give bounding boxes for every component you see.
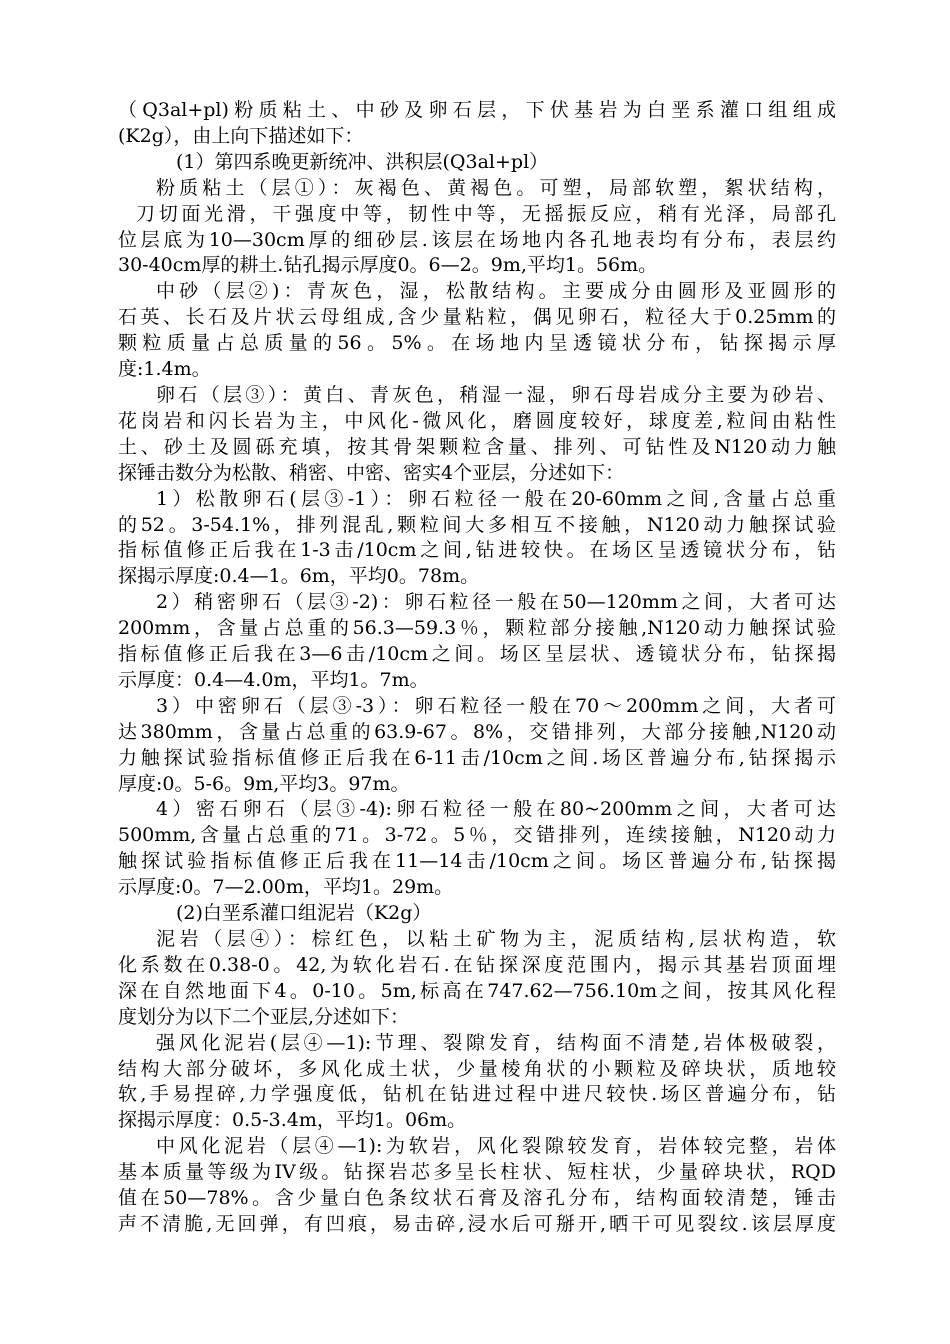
text-line: 中风化泥岩（层④—1):为软岩，风化裂隙较发育，岩体较完整，岩体 [156, 1135, 836, 1158]
text-line: 花岗岩和闪长岩为主，中风化-微风化，磨圆度较好，球度差,粒间由粘性 [118, 409, 836, 432]
text-line: 指标值修正后我在1-3击/10cm之间,钻进较快。在场区呈透镜状分布，钻 [118, 539, 836, 562]
paragraph-mudstone [118, 927, 836, 1031]
text-line: （Q3al+pl)粉质粘土、中砂及卵石层，下伏基岩为白垩系灌口组组成 [118, 99, 836, 121]
text-line: 深在自然地面下4。0-10。5m,标高在747.62—756.10m之间，按其风化程 [118, 979, 836, 1002]
text-line: 声不清脆,无回弹，有凹痕，易击碎,浸水后可掰开,晒干可见裂纹.该层厚度 [118, 1212, 836, 1235]
text-line: 度划分为以下二个亚层,分述如下： [118, 1005, 410, 1028]
text-line: 触探试验指标值修正后我在11—14击/10cm之间。场区普遍分布,钻探揭 [118, 850, 836, 873]
heading-cretaceous [118, 901, 836, 927]
text-line: 力触探试验指标值修正后我在6-11击/10cm之间.场区普遍分布,钻探揭示 [118, 746, 836, 769]
paragraph-dense-pebble [118, 797, 836, 901]
text-line: 探揭示厚度:0.4—1。6m，平均0。78m。 [118, 565, 480, 588]
text-line: 2）稍密卵石（层③-2)：卵石粒径一般在50—120mm之间，大者可达 [156, 591, 836, 614]
text-line: 探锤击数分为松散、稍密、中密、密实4个亚层，分述如下： [118, 461, 625, 484]
text-line: 30-40cm厚的耕土.钻孔揭示厚度0。6—2。9m,平均1。56m。 [118, 254, 658, 277]
text-line: 粉质粘土（层①）：灰褐色、黄褐色。可塑，局部软塑，絮状结构， [156, 176, 836, 199]
paragraph-pebble [118, 383, 836, 487]
text-line: 卵石（层③）：黄白、青灰色，稍湿一湿，卵石母岩成分主要为砂岩、 [156, 383, 836, 406]
text-line: 石英、长石及片状云母组成,含少量粘粒，偶见卵石，粒径大于0.25mm的 [118, 306, 836, 329]
text-line: (K2g），由上向下描述如下： [118, 124, 364, 147]
text-line: 3）中密卵石（层③-3）：卵石粒径一般在70～200mm之间，大者可 [156, 694, 836, 717]
text-line: 颗粒质量占总质量的56。5%。在场地内呈透镜状分布，钻探揭示厚 [118, 332, 836, 355]
paragraph-slightly-dense-pebble [118, 590, 836, 694]
paragraph-medium-dense-pebble [118, 694, 836, 798]
document-body [118, 98, 836, 1238]
paragraph-moderately-weathered-mudstone [118, 1134, 836, 1238]
text-line: 位层底为10—30cm厚的细砂层.该层在场地内各孔地表均有分布，表层约 [118, 228, 836, 251]
text-line: 的52。3-54.1%，排列混乱,颗粒间大多相互不接触，N120动力触探试验 [118, 513, 836, 536]
text-line: 中砂（层②)：青灰色，湿，松散结构。主要成分由圆形及亚圆形的 [156, 280, 836, 303]
text-line: 示厚度：0.4—4.0m，平均1。7m。 [118, 668, 429, 691]
text-line: 强风化泥岩(层④—1):节理、裂隙发育，结构面不清楚,岩体极破裂， [156, 1031, 836, 1054]
paragraph-loose-pebble [118, 487, 836, 591]
text-line: 厚度:0。5-6。9m,平均3。97m。 [118, 772, 410, 795]
paragraph-intro [118, 98, 836, 150]
text-line: 500mm,含量占总重的71。3-72。5％，交错排列，连续接触，N120动力 [118, 824, 836, 847]
text-line: 200mm，含量占总重的56.3—59.3％，颗粒部分接触,N120动力触探试验 [118, 617, 836, 640]
section-heading: (1）第四系晚更新统冲、洪积层(Q3al+pl） [176, 150, 549, 173]
text-line: 基本质量等级为IV级。钻探岩芯多呈长柱状、短柱状，少量碎块状，RQD [118, 1161, 836, 1184]
text-line: 指标值修正后我在3—6击/10cm之间。场区呈层状、透镜状分布，钻探揭 [118, 643, 836, 666]
paragraph-medium-sand [118, 279, 836, 383]
text-line: 软,手易捏碎,力学强度低，钻机在钻进过程中进尺较快.场区普遍分布，钻 [118, 1083, 836, 1106]
text-line: 结构大部分破坏，多风化成土状，少量棱角状的小颗粒及碎块状，质地较 [118, 1057, 836, 1080]
text-line: 达380mm，含量占总重的63.9-67。8%，交错排列，大部分接触,N120动 [118, 720, 836, 743]
section-heading: (2)白垩系灌口组泥岩（K2g） [176, 902, 432, 925]
text-line: 泥岩（层④）：棕红色，以粘土矿物为主，泥质结构,层状构造，软 [156, 928, 836, 950]
text-line: 示厚度:0。7—2.00m，平均1。29m。 [118, 876, 454, 899]
text-line: 化系数在0.38-0。42,为软化岩石.在钻探深度范围内，揭示其基岩顶面埋 [118, 953, 836, 976]
text-line: 1）松散卵石(层③-1）：卵石粒径一般在20-60mm之间,含量占总重 [156, 487, 836, 510]
text-line: 土、砂土及圆砾充填，按其骨架颗粒含量、排列、可钻性及N120动力触 [118, 435, 836, 458]
text-line: 探揭示厚度：0.5-3.4m，平均1。06m。 [118, 1109, 467, 1132]
heading-quaternary [118, 150, 836, 176]
paragraph-silty-clay [118, 176, 836, 280]
text-line: 4）密石卵石（层③-4):卵石粒径一般在80~200mm之间，大者可达 [156, 798, 836, 821]
paragraph-strongly-weathered-mudstone [118, 1031, 836, 1135]
text-line: 度:1.4m。 [118, 358, 211, 381]
text-line: 值在50—78%。含少量白色条纹状石膏及溶孔分布，结构面较清楚，锤击 [118, 1187, 836, 1210]
text-line: 刀切面光滑，干强度中等，韧性中等，无摇振反应，稍有光泽，局部孔 [136, 202, 836, 225]
